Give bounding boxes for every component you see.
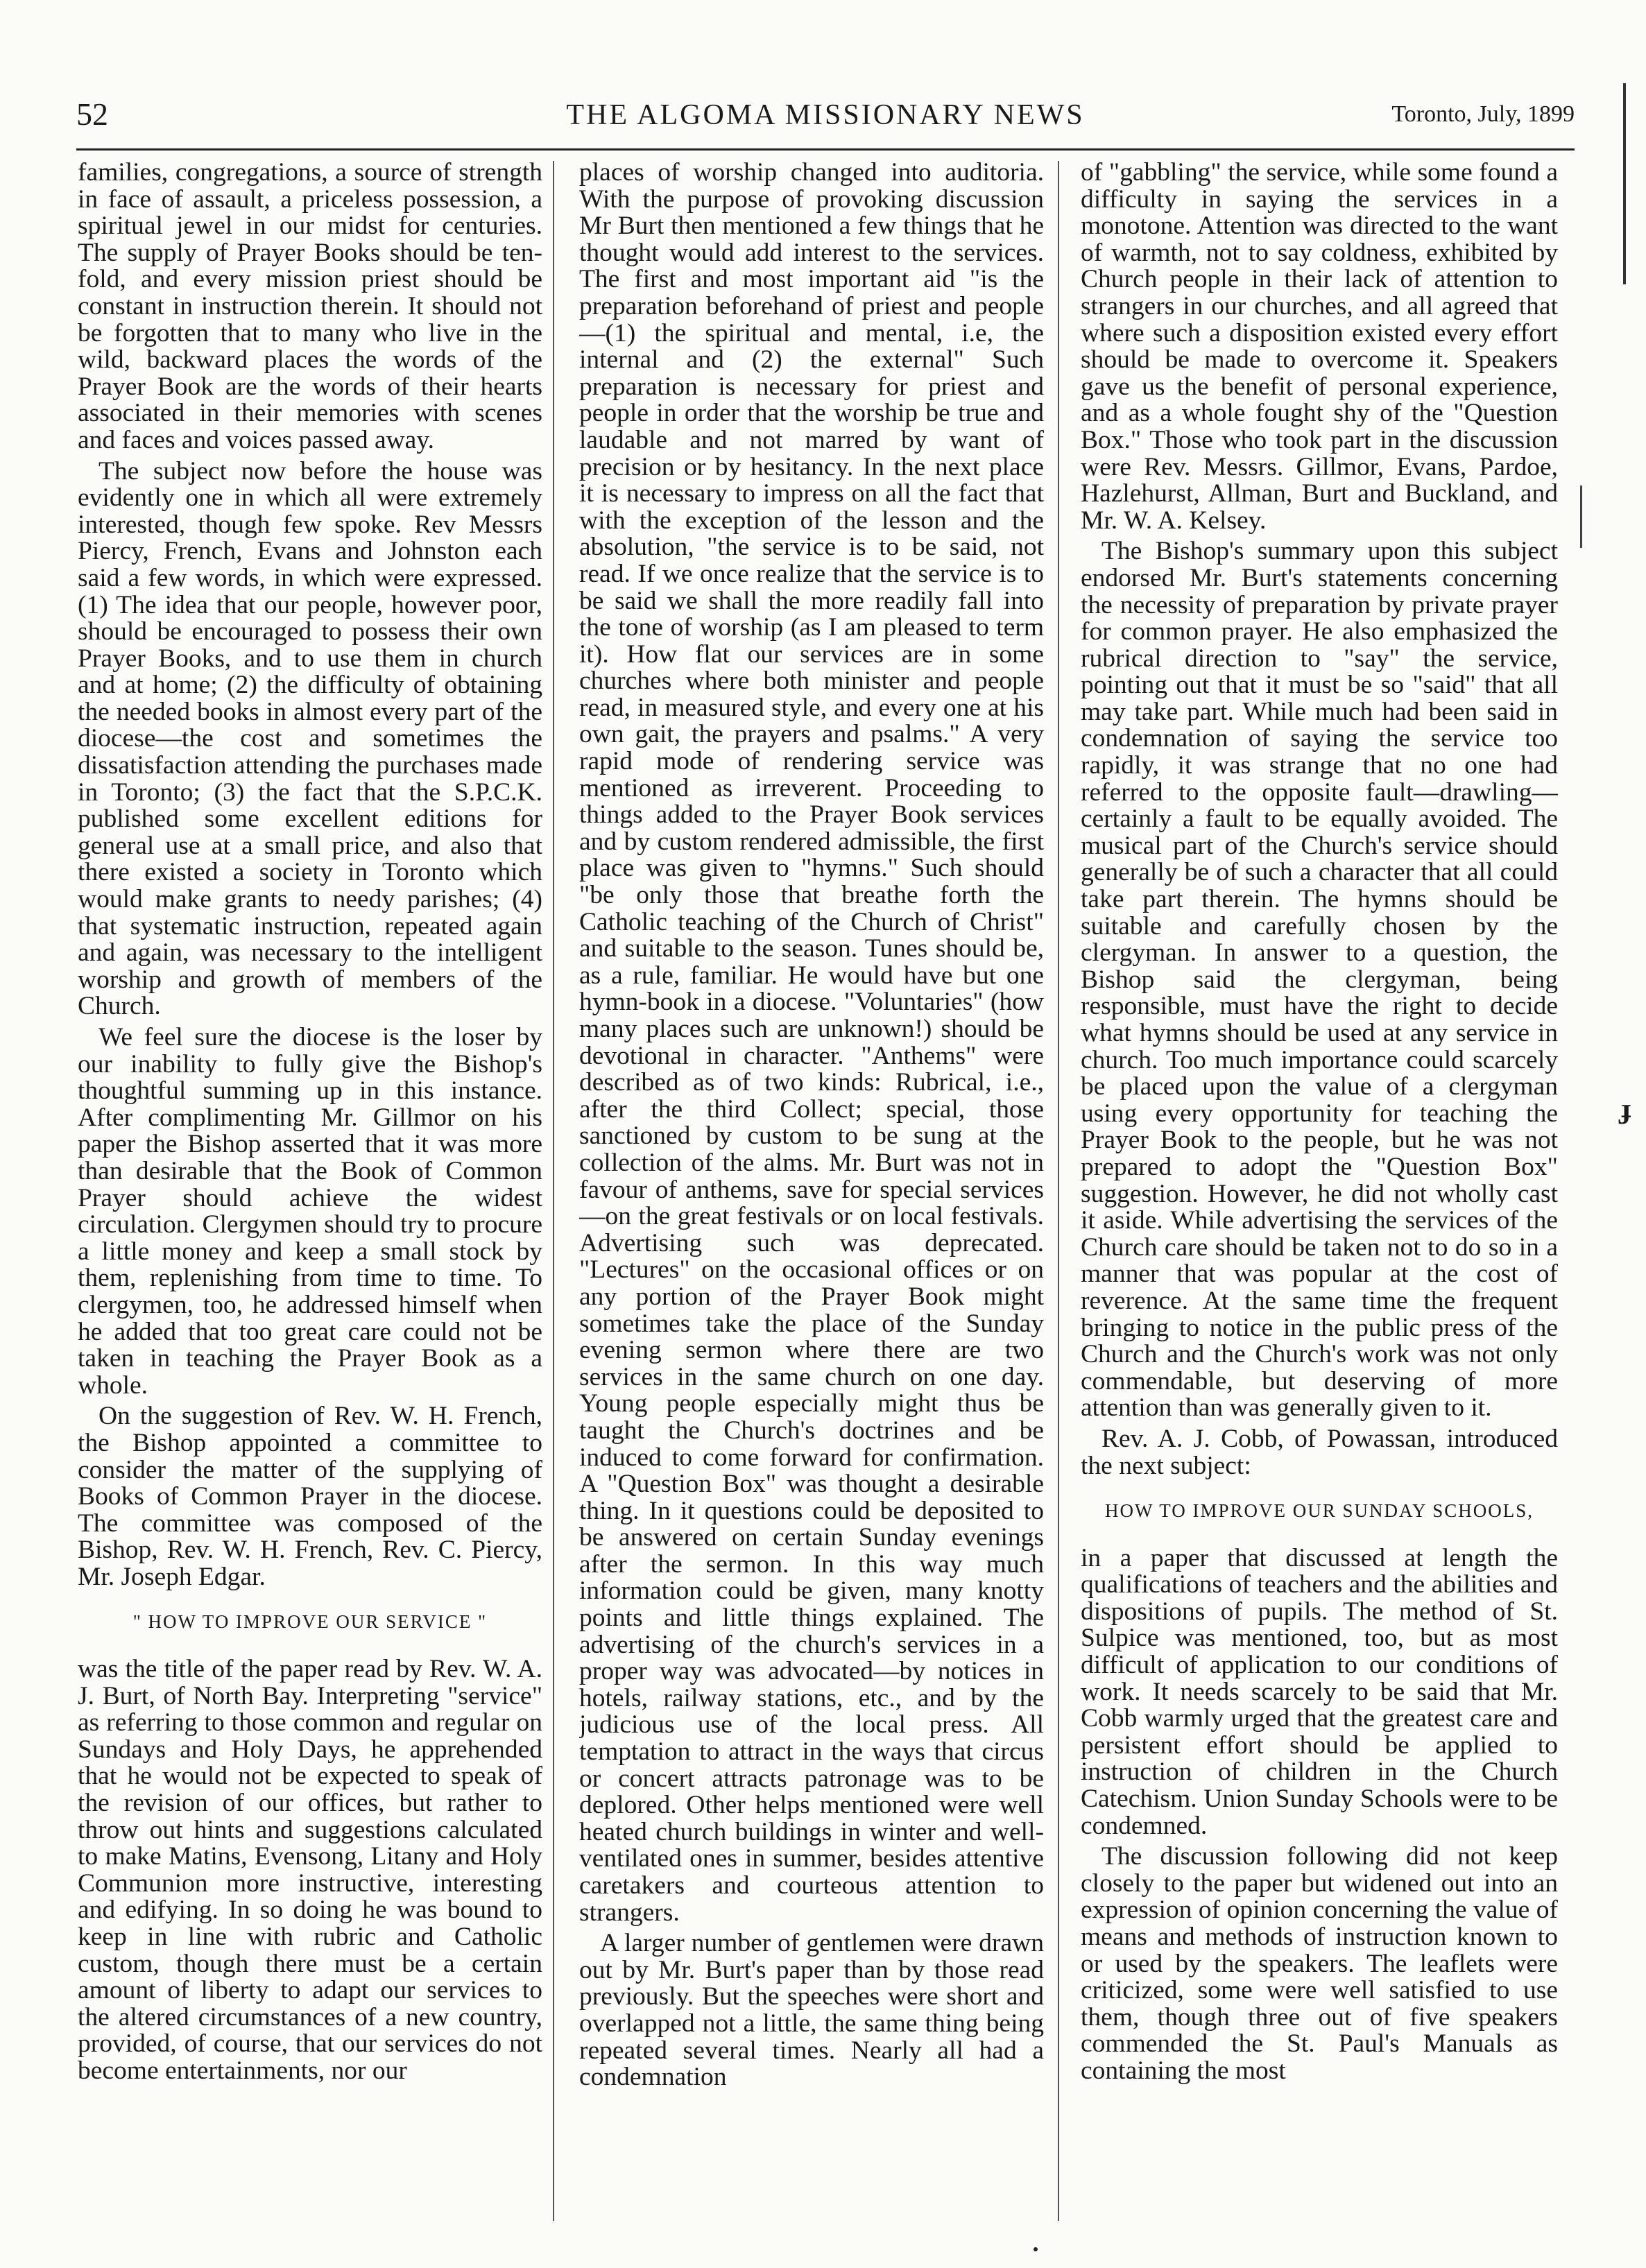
text-column-left — [78, 160, 542, 2233]
paragraph: in a paper that discussed at length the qualifications of teachers and the abilities and dispositions of pupils. The method of St. Sulpice was mentioned, too, but as most difficult of application to our conditions of work. It needs scarcely to be said that Mr. Cobb warmly urged that the greatest care and persistent effort should be applied to instruction of children in the Church Catechism. Union Sunday Schools were to be condemned. — [1081, 1543, 1558, 1840]
paragraph: On the suggestion of Rev. W. H. French, the Bishop appointed a committee to consider the matter of the supplying of Books of Common Prayer in the diocese. The committee was composed of the Bishop, Rev. W. H. French, Rev. C. Piercy, Mr. Joseph Edgar. — [78, 1402, 542, 1591]
paragraph: families, congregations, a source of strength in face of assault, a priceless possession, a spiritual jewel in our midst for centuries. The supply of Prayer Books should be ten-fold, and every mission priest should be constant in instruction therein. It should not be forgotten that to many who live in the wild, backward places the words of the Prayer Book are the words of their hearts associated in their memories with scenes and faces and voices passed away. — [78, 160, 542, 454]
header-rule — [76, 148, 1575, 151]
journal-title: THE ALGOMA MISSIONARY NEWS — [566, 99, 1085, 131]
paragraph: The discussion following did not keep closely to the paper but widened out into an expression of opinion concerning the value of means and methods of instruction known to or used by the speakers. The leaflets were criticized, some were well satisfied to use them, though three out of five speakers commended the St. Paul's Manuals as containing the most — [1081, 1842, 1558, 2085]
paragraph: A larger number of gentlemen were drawn out by Mr. Burt's paper than by those read previously. But the speeches were short and overlapped not a little, the same thing being repeated several times. Nearly all had a condemnation — [579, 1929, 1044, 2092]
page-number: 52 — [76, 96, 108, 132]
margin-glyph: ɟ — [1622, 1093, 1631, 1124]
text-column-middle — [579, 160, 1044, 2233]
paragraph: The subject now before the house was evidently one in which all were extremely interested, though few spoke. Rev Messrs Piercy, French, Evans and Johnston each said a few words, in which were expressed. (1) The idea that our people, however poor, should be encouraged to possess their own Prayer Books, and to use them in church and at home; (2) the difficulty of obtaining the needed books in almost every part of the diocese—the cost and sometimes the dissatisfaction attending the purchases made in Toronto; (3) the fact that the S.P.C.K. published some excellent editions for general use at a small price, and also that there existed a society in Toronto which would make grants to needy parishes; (4) that systematic instruction, repeated again and again, was necessary to the intelligent worship and growth of members of the Church. — [78, 456, 542, 1021]
page-header — [76, 96, 1575, 137]
paragraph: The Bishop's summary upon this subject endorsed Mr. Burt's statements concerning the necessity of preparation by private prayer for common prayer. He also emphasized the rubrical direction to "say" the service, pointing out that it must be so "said" that all may take part. While much had been said in condemnation of saying the service too rapidly, it was strange that no one had referred to the opposite fault—drawling—certainly a fault to be equally avoided. The musical part of the Church's service should generally be of such a character that all could take part therein. The hymns should be suitable and carefully chosen by the clergyman. In answer to a question, the Bishop said the clergyman, being responsible, must have the right to decide what hymns should be used at any service in church. Too much importance could scarcely be placed upon the value of a clergyman using every opportunity for teaching the Prayer Book to the people, but he was not prepared to adopt the "Question Box" suggestion. However, he did not wholly cast it aside. While advertising the services of the Church care should be taken not to do so in a manner that was popular at the cost of reverence. At the same time the frequent bringing to notice in the public press of the Church and the Church's work was not only commendable, but deserving of more attention than was generally given to it. — [1081, 537, 1558, 1423]
text-column-right — [1081, 160, 1558, 2233]
column-rule — [553, 161, 554, 2221]
issue-date: Toronto, July, 1899 — [1391, 101, 1575, 127]
page-edge-rule — [1623, 83, 1626, 284]
paragraph: was the title of the paper read by Rev. W. A. J. Burt, of North Bay. Interpreting "service" as referring to those common and regular on Sundays and Holy Days, he apprehended that he would not be expected to speak of the revision of our offices, but rather to throw out hints and suggestions calculated to make Matins, Evensong, Litany and Holy Communion more instructive, interesting and edifying. In so doing he was bound to keep in line with rubric and Catholic custom, though there must be a certain amount of liberty to adapt our services to the altered circumstances of a new country, provided, of course, that our services do not become entertainments, nor our — [78, 1655, 542, 2085]
page-edge-mark — [1580, 486, 1582, 548]
column-rule — [1058, 161, 1059, 2221]
paragraph: places of worship changed into auditoria. With the purpose of provoking discussion Mr Burt then mentioned a few things that he thought would add interest to the services. The first and most important aid "is the preparation beforehand of priest and people—(1) the spiritual and mental, i.e, the internal and (2) the external" Such preparation is necessary for priest and people in order that the worship be true and laudable and not marred by want of precision or by hesitancy. In the next place it is necessary to impress on all the fact that with the exception of the lesson and the absolution, "the service is to be said, not read. If we once realize that the service is to be said we shall the more readily fall into the tone of worship (as I am pleased to term it). How flat our services are in some churches where both minister and people read, in measured style, and every one at his own gait, the prayers and psalms." A very rapid mode of rendering service was mentioned as irreverent. Proceeding to things added to the Prayer Book services and by custom rendered admissible, the first place was given to "hymns." Such should "be only those that breathe forth the Catholic teaching of the Church of Christ" and suitable to the season. Tunes should be, as a rule, familiar. He would have but one hymn-book in a diocese. "Voluntaries" (how many places such are unknown!) should be devotional in character. "Anthems" were described as of two kinds: Rubrical, i.e., after the third Collect; special, those sanctioned by custom to be sung at the collection of the alms. Mr. Burt was not in favour of anthems, save for special services—on the great festivals or on local festivals. Advertising such was deprecated. "Lectures" on the occasional offices or on any portion of the Prayer Book might sometimes take the place of the Sunday evening sermon where there are two services in the same church on one day. Young people especially might thus be taught the Church's doctrines and be induced to come forward for confirmation. A "Question Box" was thought a desirable thing. In it questions could be deposited to be answered on certain Sunday evenings after the sermon. In this way much information could be given, many knotty points and little things explained. The advertising of the church's services in a proper way was advocated—by notices in hotels, railway stations, etc., and by the judicious use of the local press. All temptation to attract in the ways that circus or concert attracts patronage was to be deplored. Other helps mentioned were well heated church buildings in winter and well-ventilated ones in summer, besides attentive caretakers and courteous attention to strangers. — [579, 160, 1044, 1927]
paragraph: We feel sure the diocese is the loser by our inability to fully give the Bishop's thoughtful summing up in this instance. After complimenting Mr. Gillmor on his paper the Bishop asserted that it was more than desirable that the Book of Common Prayer should achieve the widest circulation. Clergymen should try to procure a little money and keep a small stock by them, replenishing from time to time. To clergymen, too, he addressed himself when he added that too great care could not be taken in teaching the Prayer Book as a whole. — [78, 1023, 542, 1400]
section-heading: " HOW TO IMPROVE OUR SERVICE " — [132, 1611, 488, 1633]
paragraph: of "gabbling" the service, while some found a difficulty in saying the services in a monotone. Attention was directed to the want of warmth, not to say coldness, exhibited by Church people in their lack of attention to strangers in our churches, and all agreed that where such a disposition existed every effort should be made to overcome it. Speakers gave us the benefit of personal experience, and as a whole fought shy of the "Question Box." Those who took part in the discussion were Rev. Messrs. Gillmor, Evans, Pardoe, Hazlehurst, Allman, Burt and Buckland, and Mr. W. A. Kelsey. — [1081, 160, 1558, 535]
footer-dot — [1034, 2247, 1038, 2251]
paragraph: Rev. A. J. Cobb, of Powassan, introduced the next subject: — [1081, 1424, 1558, 1480]
section-heading: HOW TO IMPROVE OUR SUNDAY SCHOOLS, — [1104, 1500, 1534, 1522]
